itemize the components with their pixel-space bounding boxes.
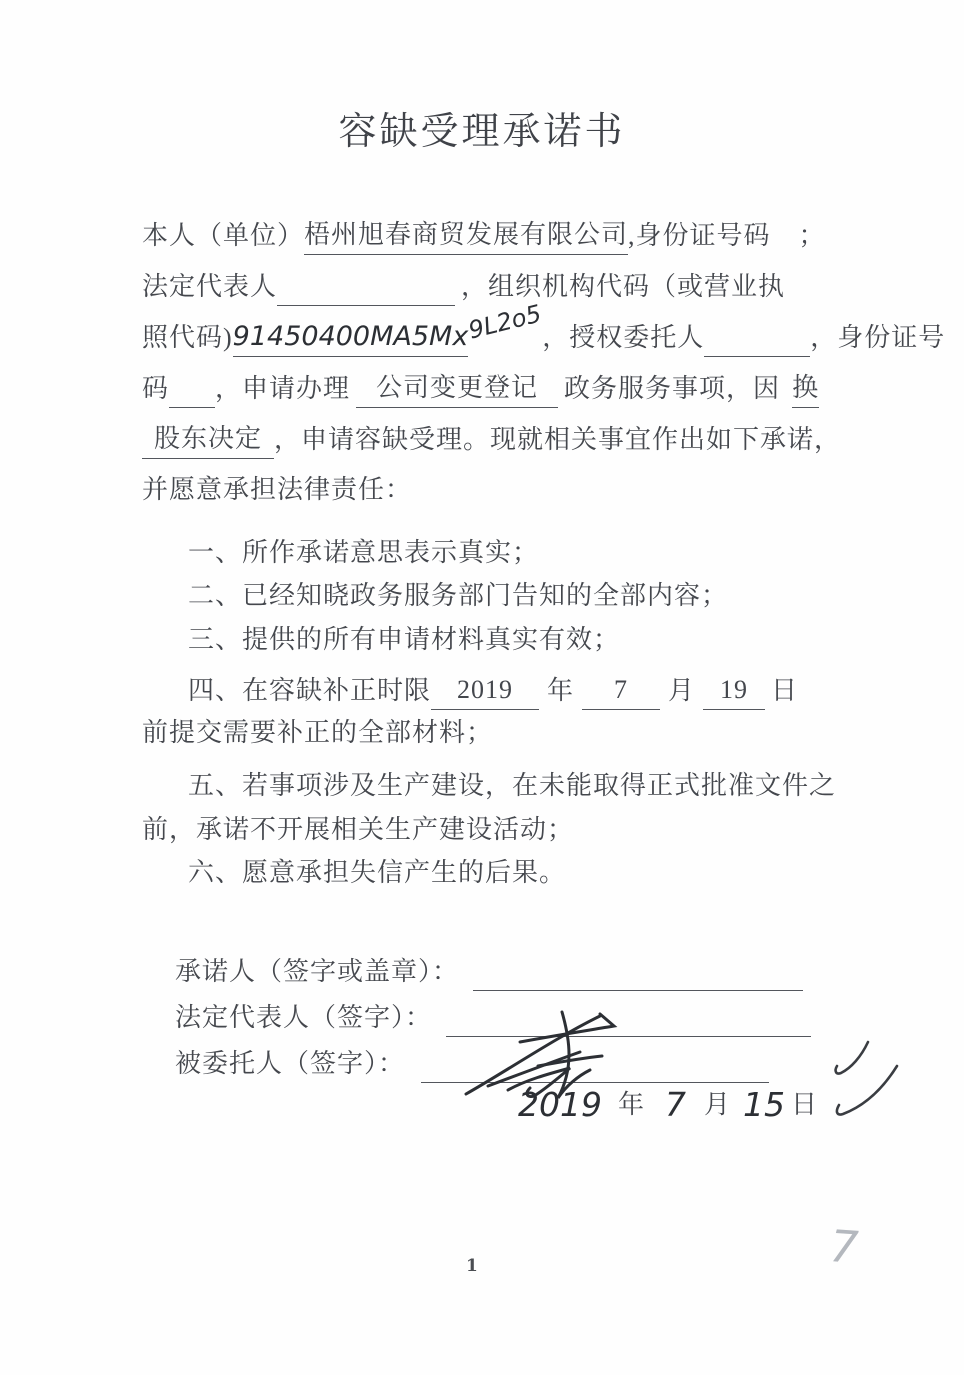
date-line-seg-4: 15 (743, 1085, 786, 1124)
item-4-line-1-seg-4: 月 (668, 676, 696, 705)
signature-row-legal-rep-seg-0: 法定代表人（签字）： (175, 1003, 433, 1032)
para-line-5-seg-1: ，申请容缺受理。现就相关事宜作出如下承诺， (274, 425, 842, 454)
item-3-seg-0: 三、提供的所有申请材料真实有效； (188, 625, 621, 654)
para-line-2-seg-0: 法定代表人 (142, 272, 278, 301)
item-1-seg-0: 一、所作承诺意思表示真实； (188, 538, 540, 567)
item-5-line-2 (142, 811, 574, 849)
para-line-6-seg-0: 并愿意承担法律责任： (142, 475, 413, 504)
para-line-5 (142, 420, 841, 459)
para-line-2 (142, 267, 785, 306)
page-number: 1 (466, 1256, 478, 1276)
para-line-4 (142, 369, 819, 408)
item-5-line-2-seg-0: 前，承诺不开展相关生产建设活动； (142, 815, 575, 844)
item-4-line-1-seg-6: 日 (771, 676, 799, 705)
para-line-5-seg-0: 股东决定 (142, 420, 274, 459)
faint-corner-mark: 7 (828, 1221, 860, 1274)
para-line-4-seg-0: 码 (142, 374, 170, 403)
signature-row-delegate-seg-1 (421, 1044, 769, 1083)
item-4-line-1-seg-0: 四、在容缺补正时限 (188, 676, 432, 705)
item-5-line-1 (188, 767, 836, 805)
date-line-seg-1: 年 (617, 1090, 645, 1119)
para-line-3-seg-0: 照代码) (142, 323, 233, 352)
para-line-6 (142, 471, 412, 509)
signature-row-promisor-seg-1 (473, 952, 803, 991)
para-line-4-seg-3: 公司变更登记 (356, 369, 558, 408)
para-line-1-seg-2: ,身份证号码 (628, 221, 771, 250)
item-4-line-2-seg-0: 前提交需要补正的全部材料； (142, 718, 494, 747)
signature-row-delegate (175, 1044, 769, 1083)
para-line-3-seg-5: ，身份证号 (810, 323, 946, 352)
para-line-3-seg-3: ，授权委托人 (542, 323, 705, 352)
item-4-line-1-seg-2: 年 (547, 676, 575, 705)
para-line-1-seg-0: 本人（单位） (142, 221, 305, 250)
para-line-2-seg-1 (277, 267, 455, 306)
item-4-line-2 (142, 714, 493, 752)
item-2-seg-0: 二、已经知晓政务服务部门告知的全部内容； (188, 581, 729, 610)
para-line-1-seg-1: 梧州旭春商贸发展有限公司 (304, 216, 628, 255)
item-4-line-1 (188, 671, 798, 710)
para-line-4-seg-1 (169, 369, 215, 408)
para-line-1 (142, 216, 826, 255)
signature-row-delegate-seg-0: 被委托人（签字）： (175, 1049, 406, 1078)
para-line-4-seg-5: 换 (792, 369, 819, 408)
signature-row-legal-rep (175, 998, 811, 1037)
para-line-3-seg-4 (704, 318, 810, 357)
date-line (518, 1086, 818, 1124)
item-5-line-1-seg-0: 五、若事项涉及生产建设，在未能取得正式批准文件之 (188, 771, 837, 800)
item-4-line-1-seg-5: 19 (703, 671, 765, 710)
signature-row-promisor (175, 952, 803, 991)
date-line-seg-2: 7 (665, 1085, 686, 1124)
para-line-3 (142, 299, 946, 357)
date-line-seg-3: 月 (704, 1090, 732, 1119)
para-line-4-seg-4: 政务服务事项，因 (564, 374, 781, 403)
item-6 (188, 854, 566, 892)
item-4-line-1-seg-3: 7 (582, 671, 660, 710)
item-4-line-1-seg-1: 2019 (431, 671, 539, 710)
date-line-seg-0: 2019 (518, 1085, 602, 1124)
document-title: 容缺受理承诺书 (338, 111, 626, 153)
item-1 (188, 534, 539, 572)
date-line-seg-5: 日 (791, 1090, 819, 1119)
para-line-4-seg-2: ，申请办理 (215, 374, 351, 403)
para-line-2-seg-2: ，组织机构代码（或营业执 (461, 272, 786, 301)
item-3 (188, 621, 620, 659)
item-2 (188, 577, 728, 615)
signature-row-legal-rep-seg-1 (446, 998, 811, 1037)
signature-row-promisor-seg-0: 承诺人（签字或盖章）： (175, 957, 460, 986)
item-6-seg-0: 六、愿意承担失信产生的后果。 (188, 858, 567, 887)
para-line-3-seg-2: 9L2o5 (466, 299, 545, 345)
para-line-1-seg-3: ； (798, 221, 826, 250)
para-line-3-seg-1: 91450400MA5Mx (233, 318, 469, 357)
